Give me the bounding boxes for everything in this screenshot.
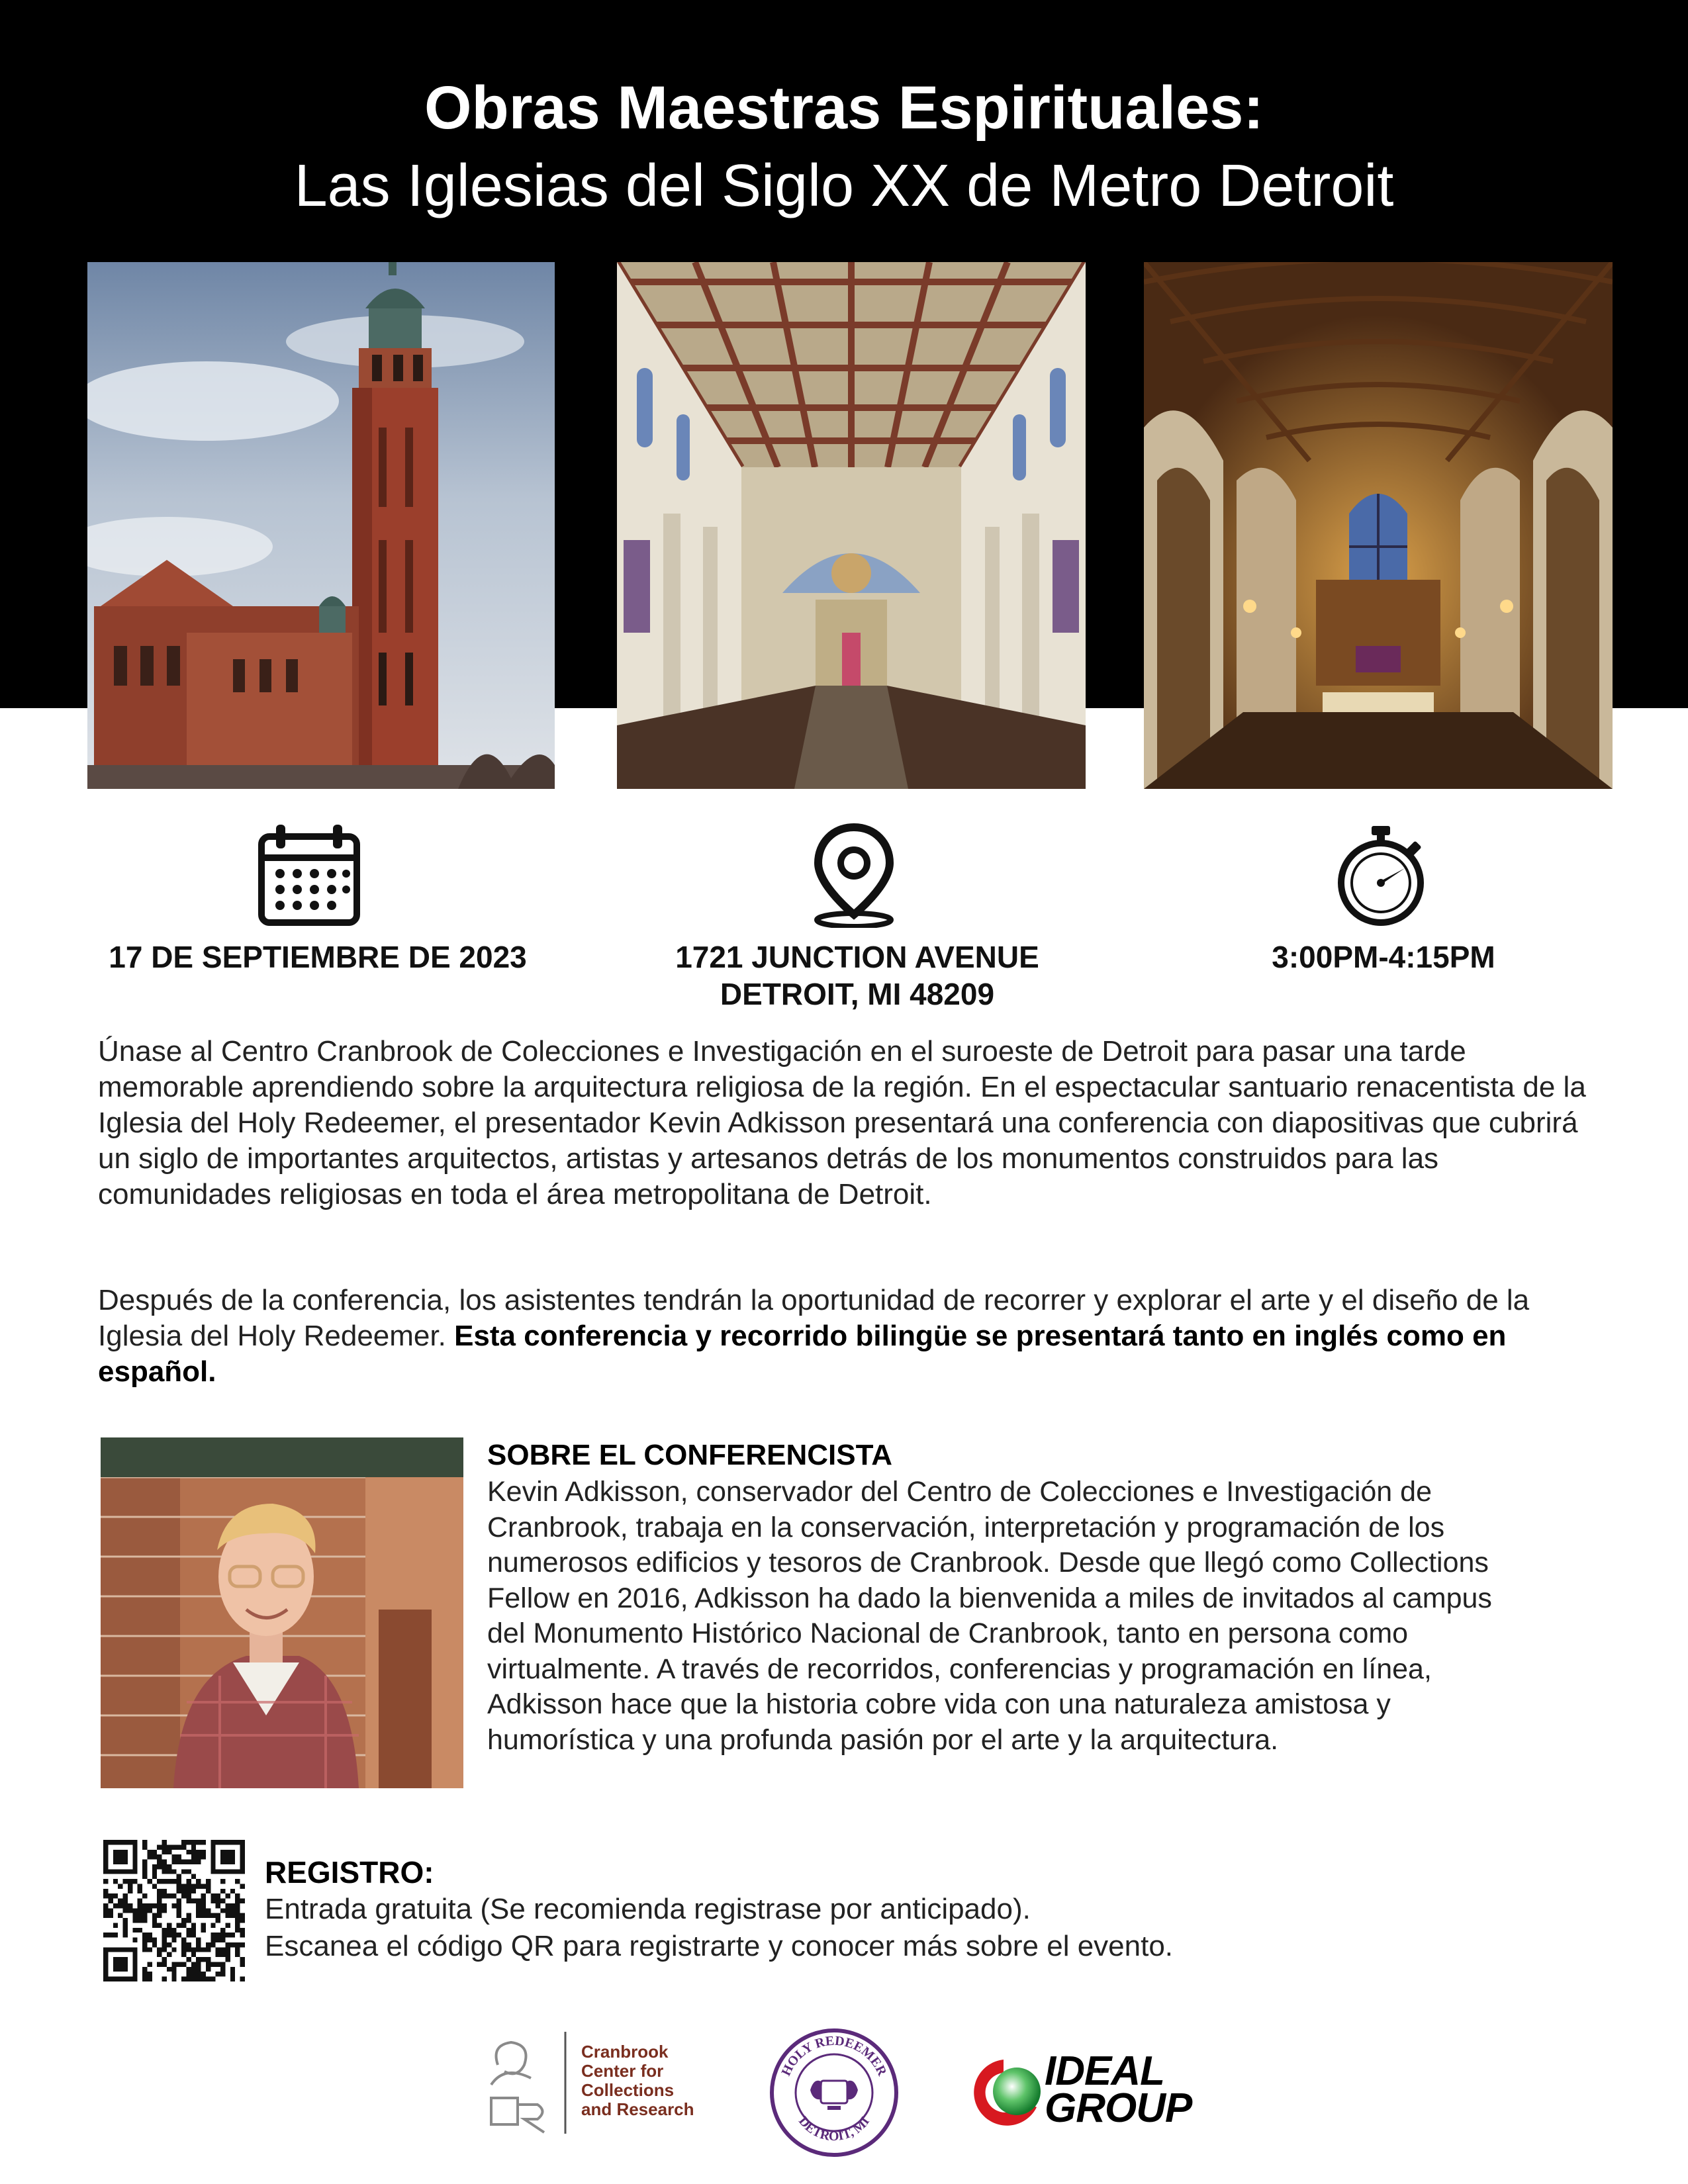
event-address-line1: 1721 JUNCTION AVENUE xyxy=(675,940,1039,974)
stopwatch-icon xyxy=(1328,822,1434,928)
registration-heading: REGISTRO: xyxy=(265,1855,434,1889)
ideal-group-logo xyxy=(957,2048,1235,2131)
gothic-church-interior-photo xyxy=(1144,262,1613,789)
registration-line-2: Escanea el código QR para registrarte y conocer más sobre el evento. xyxy=(265,1930,1174,1962)
cranbrook-line-3: Collections xyxy=(581,2080,675,2100)
seal-top-text: HOLY REDEEMER xyxy=(778,2033,890,2079)
registration-qr-code[interactable] xyxy=(103,1840,245,1981)
speaker-heading: SOBRE EL CONFERENCISTA xyxy=(487,1439,892,1471)
description-paragraph-1: Únase al Centro Cranbrook de Colecciones e Investigación en el suroeste de Detroit para pasar una tarde memorable aprendiendo sobre la arquitectura religiosa de la región. En el espectacular santuario renacentista de la Iglesia del Holy Redeemer, el presentador Kevin Adkisson presentará una conferencia con diapositivas que cubrirá un siglo de importantes arquitectos, artistas y artesanos detrás de los monumentos construidos para las comunidades religiosas en toda el área metropolitana de Detroit. xyxy=(98,1035,1586,1210)
cranbrook-line-4: and Research xyxy=(581,2099,694,2119)
page-title: Obras Maestras Espirituales: xyxy=(424,74,1264,142)
cranbrook-logo-text xyxy=(581,2042,694,2119)
map-pin-icon xyxy=(801,822,907,928)
cranbrook-line-1: Cranbrook xyxy=(581,2042,669,2062)
calendar-icon xyxy=(256,822,362,928)
ideal-wordmark xyxy=(1045,2048,1192,2131)
page-subtitle: Las Iglesias del Siglo XX de Metro Detroit xyxy=(294,153,1394,219)
description-paragraph-2 xyxy=(98,1283,1594,1390)
description-paragraph-2-text: Después de la conferencia, los asistentes tendrán la oportunidad de recorrer y explorar el arte y el diseño de la Iglesia del Holy Redeemer. xyxy=(98,1284,1530,1352)
seal-bottom-text: DETROIT, MI xyxy=(796,2114,872,2144)
registration-line-1: Entrada gratuita (Se recomienda registrase por anticipado). xyxy=(265,1893,1031,1925)
church-tower-exterior-photo xyxy=(87,262,555,789)
cranbrook-monogram-icon xyxy=(491,2042,544,2132)
bilingual-note: Esta conferencia y recorrido bilingüe se presentará tanto en inglés como en español. xyxy=(98,1320,1507,1388)
church-nave-coffered-ceiling-photo xyxy=(617,262,1086,789)
cranbrook-logo xyxy=(471,2019,710,2138)
holy-redeemer-seal-logo xyxy=(768,2026,900,2159)
event-time: 3:00PM-4:15PM xyxy=(1272,940,1495,974)
cranbrook-line-2: Center for xyxy=(581,2061,664,2081)
ideal-line-2: GROUP xyxy=(1045,2085,1192,2131)
ideal-swoosh-icon xyxy=(974,2060,1041,2126)
ideal-line-1: IDEAL xyxy=(1045,2048,1164,2094)
event-date: 17 DE SEPTIEMBRE DE 2023 xyxy=(109,940,527,974)
event-address-line2: DETROIT, MI 48209 xyxy=(720,977,995,1011)
speaker-portrait-photo xyxy=(101,1437,463,1788)
speaker-bio: Kevin Adkisson, conservador del Centro de Colecciones e Investigación de Cranbrook, trabaja en la conservación, interpretación y programación de los numerosos edificios y tesoros de Cranbrook. Desde que llegó como Collections Fellow en 2016, Adkisson ha dado la bienvenida a miles de invitados al campus del Monumento Histórico Nacional de Cranbrook, tanto en persona como virtualmente. A través de recorridos, conferencias y programación en línea, Adkisson hace que la historia cobre vida con una naturaleza amistosa y humorística y una profunda pasión por el arte y la arquitectura. xyxy=(487,1476,1492,1756)
event-address xyxy=(596,938,1119,1013)
